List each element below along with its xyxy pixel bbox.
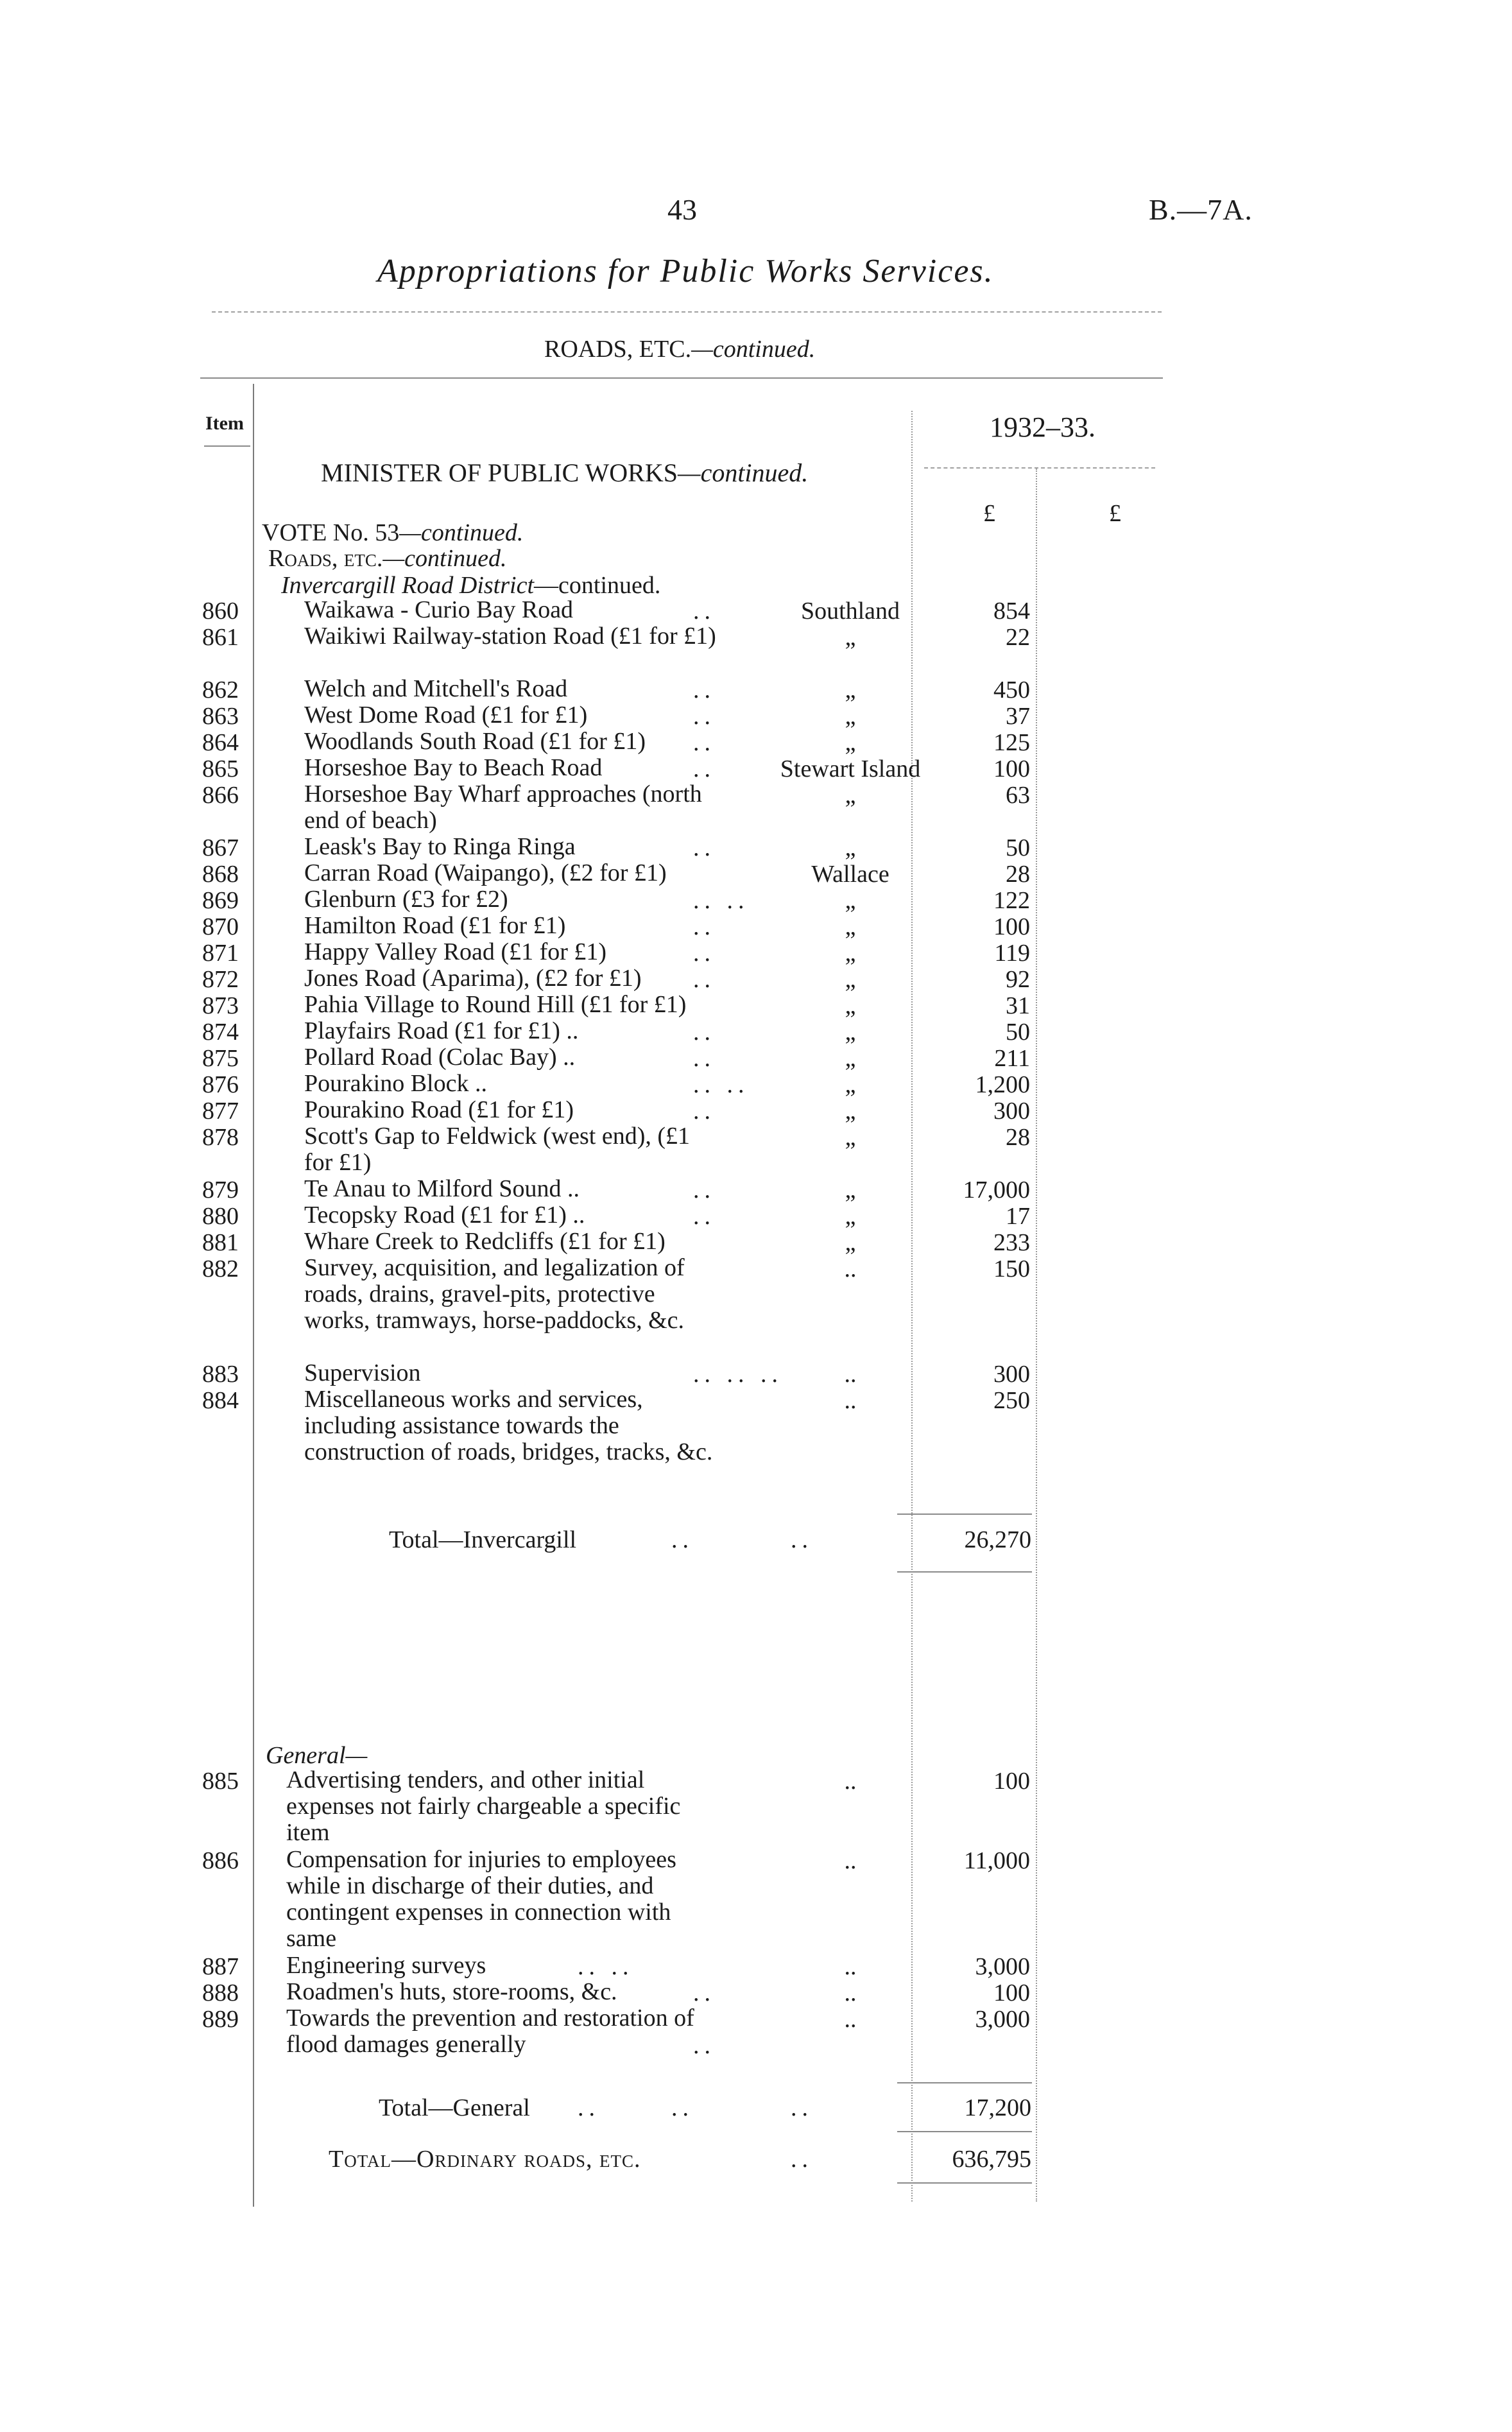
item-amount: 92: [1006, 966, 1030, 993]
roads-heading: Roads, etc.—continued.: [268, 545, 507, 572]
item-number: 866: [202, 782, 239, 809]
leader-dots: ..: [693, 1045, 716, 1072]
item-number: 872: [202, 966, 239, 993]
table-top-rule: [200, 377, 1163, 379]
leader-dots: .. ..: [693, 887, 750, 914]
item-amount: 300: [993, 1098, 1030, 1125]
item-description: Pourakino Block ..: [304, 1070, 487, 1097]
item-description: Horseshoe Bay to Beach Road: [304, 754, 603, 781]
item-district: „: [845, 940, 856, 967]
leader-dots: .. ..: [693, 1071, 750, 1098]
item-description: Roadmen's huts, store-rooms, &c.: [286, 1978, 617, 2005]
item-district: „: [845, 966, 856, 993]
leader-dots: ..: [693, 703, 716, 730]
leader-dots: ..: [791, 2146, 813, 2173]
leader-dots: ..: [693, 677, 716, 703]
item-number: 888: [202, 1979, 239, 2006]
item-description: Pollard Road (Colac Bay) ..: [304, 1044, 576, 1071]
pound-sign-2: £: [1109, 500, 1121, 527]
leader-dots: ..: [671, 1526, 694, 1553]
total-rule-general: [897, 2131, 1032, 2132]
total-amount: 17,200: [964, 2094, 1031, 2121]
total-label: Total—Invercargill: [389, 1526, 577, 1553]
item-district: „: [845, 729, 856, 756]
item-description: Leask's Bay to Ringa Ringa: [304, 833, 576, 860]
item-amount: 50: [1006, 834, 1030, 861]
item-number: 879: [202, 1177, 239, 1203]
leader-dots: .. .. ..: [693, 1361, 783, 1388]
item-number: 873: [202, 992, 239, 1019]
item-amount: 100: [993, 1979, 1030, 2006]
item-number: 878: [202, 1124, 239, 1151]
total-amount: 636,795: [952, 2146, 1031, 2173]
item-district: ..: [844, 1768, 857, 1795]
leader-dots: ..: [693, 966, 716, 993]
item-description: Glenburn (£3 for £2): [304, 886, 508, 913]
item-district: ..: [844, 2006, 857, 2033]
item-amount: 150: [993, 1255, 1030, 1282]
item-description: Playfairs Road (£1 for £1) ..: [304, 1017, 579, 1044]
total-label: Total—Ordinary roads, etc.: [329, 2146, 641, 2173]
leader-dots: ..: [693, 1979, 716, 2006]
item-district: „: [845, 1124, 856, 1151]
item-description: Miscellaneous works and services, including assistance towards the construction of roads, bridges, tracks, &c.: [304, 1386, 713, 1465]
item-description: Advertising tenders, and other initial expenses not fairly chargeable a specific item: [286, 1766, 681, 1846]
item-number: 877: [202, 1098, 239, 1125]
item-amount: 1,200: [975, 1071, 1030, 1098]
item-district: „: [845, 703, 856, 730]
item-amount: 100: [993, 755, 1030, 782]
item-district: ..: [844, 1979, 857, 2006]
item-amount: 3,000: [975, 2006, 1030, 2033]
item-description: Waikawa - Curio Bay Road: [304, 596, 574, 623]
item-description: Carran Road (Waipango), (£2 for £1): [304, 859, 667, 886]
page-number: 43: [667, 193, 697, 226]
item-amount: 300: [993, 1361, 1030, 1388]
title-rule: [212, 311, 1162, 313]
item-number: 865: [202, 755, 239, 782]
item-district: „: [845, 1203, 856, 1230]
item-amount: 28: [1006, 1124, 1030, 1151]
item-number: 863: [202, 703, 239, 730]
item-description: Towards the prevention and restoration of flood damages generally: [286, 2005, 694, 2058]
general-heading: General—: [266, 1742, 368, 1769]
subtotal-rule-general: [897, 2082, 1032, 2083]
item-number: 885: [202, 1768, 239, 1795]
item-district: ..: [844, 1255, 857, 1282]
item-amount: 63: [1006, 782, 1030, 809]
item-district: „: [845, 834, 856, 861]
vote-heading: VOTE No. 53—continued.: [262, 519, 524, 546]
item-amount: 122: [993, 887, 1030, 914]
item-amount: 100: [993, 1768, 1030, 1795]
item-description: Scott's Gap to Feldwick (west end), (£1 for £1): [304, 1123, 691, 1176]
item-number: 883: [202, 1361, 239, 1388]
item-description: Welch and Mitchell's Road: [304, 675, 568, 702]
item-number: 862: [202, 677, 239, 703]
item-district: „: [845, 1229, 856, 1256]
item-amount: 37: [1006, 703, 1030, 730]
leader-dots: ..: [693, 913, 716, 940]
item-district: ..: [844, 1361, 857, 1388]
item-description: West Dome Road (£1 for £1): [304, 702, 588, 729]
item-number: 887: [202, 1953, 239, 1980]
item-district: „: [845, 887, 856, 914]
item-district: „: [845, 1177, 856, 1203]
item-district: ..: [844, 1387, 857, 1414]
year-header-rule: [924, 467, 1155, 469]
item-column-divider: [253, 384, 254, 2207]
total-rule-ordinary: [897, 2182, 1032, 2184]
item-number: 868: [202, 861, 239, 888]
leader-dots: ..: [791, 1526, 813, 1553]
item-number: 884: [202, 1387, 239, 1414]
item-amount: 28: [1006, 861, 1030, 888]
item-number: 874: [202, 1019, 239, 1046]
item-description: Survey, acquisition, and legalization of roads, drains, gravel-pits, protective works, tramways, horse-paddocks, &c.: [304, 1254, 685, 1334]
minister-heading: MINISTER OF PUBLIC WORKS—continued.: [321, 458, 809, 487]
item-description: Waikiwi Railway-station Road (£1 for £1): [304, 623, 716, 650]
item-description: Compensation for injuries to employees while in discharge of their duties, and contingent expenses in connection with same: [286, 1846, 676, 1952]
item-number: 882: [202, 1255, 239, 1282]
item-district: „: [845, 1045, 856, 1072]
item-amount: 233: [993, 1229, 1030, 1256]
item-description: Whare Creek to Redcliffs (£1 for £1): [304, 1228, 666, 1255]
item-number: 864: [202, 729, 239, 756]
item-number: 871: [202, 940, 239, 967]
item-amount: 17: [1006, 1203, 1030, 1230]
item-district: Southland: [800, 598, 900, 625]
item-amount: 3,000: [975, 1953, 1030, 1980]
item-description: Woodlands South Road (£1 for £1): [304, 728, 646, 755]
document-reference: B.—7A.: [1149, 193, 1253, 226]
leader-dots: ..: [693, 755, 716, 782]
total-rule-invercargill: [897, 1571, 1032, 1573]
leader-dots: ..: [693, 1098, 716, 1125]
item-amount: 22: [1006, 624, 1030, 651]
year-column-header: 1932–33.: [990, 411, 1095, 443]
leader-dots: .. ..: [578, 1953, 634, 1980]
pound-sign-1: £: [983, 500, 995, 527]
item-district: „: [845, 1071, 856, 1098]
item-number: 860: [202, 598, 239, 625]
page-title: Appropriations for Public Works Services.: [377, 253, 994, 289]
item-description: Te Anau to Milford Sound ..: [304, 1175, 580, 1202]
item-number: 875: [202, 1045, 239, 1072]
item-amount: 11,000: [963, 1847, 1030, 1874]
item-amount: 125: [993, 729, 1030, 756]
item-district: „: [845, 1098, 856, 1125]
section-heading: ROADS, ETC.—continued.: [544, 336, 816, 363]
item-amount: 854: [993, 598, 1030, 625]
item-number: 880: [202, 1203, 239, 1230]
item-district: „: [845, 913, 856, 940]
leader-dots: ..: [693, 1019, 716, 1046]
total-label: Total—General: [379, 2094, 530, 2121]
item-amount: 250: [993, 1387, 1030, 1414]
leader-dots: ..: [578, 2094, 600, 2121]
item-district: Stewart Island: [780, 755, 921, 782]
item-amount: 100: [993, 913, 1030, 940]
leader-dots: ..: [693, 834, 716, 861]
item-number: 869: [202, 887, 239, 914]
item-description: Horseshoe Bay Wharf approaches (north end of beach): [304, 780, 702, 834]
item-district: „: [845, 992, 856, 1019]
item-description: Jones Road (Aparima), (£2 for £1): [304, 965, 642, 992]
district-heading: Invercargill Road District—continued.: [281, 572, 661, 599]
item-description: Pourakino Road (£1 for £1): [304, 1096, 574, 1123]
item-column-header: Item: [205, 413, 244, 434]
item-description: Engineering surveys: [286, 1952, 486, 1979]
leader-dots: ..: [791, 2094, 813, 2121]
item-header-rule: [204, 445, 250, 447]
item-amount: 31: [1006, 992, 1030, 1019]
item-number: 867: [202, 834, 239, 861]
item-description: Tecopsky Road (£1 for £1) ..: [304, 1202, 585, 1229]
leader-dots: ..: [693, 598, 716, 625]
leader-dots: ..: [693, 729, 716, 756]
amount-column-divider: [1036, 469, 1037, 2202]
item-district: ..: [844, 1953, 857, 1980]
item-description: Hamilton Road (£1 for £1): [304, 912, 566, 939]
item-amount: 119: [994, 940, 1030, 967]
item-amount: 450: [993, 677, 1030, 703]
leader-dots: ..: [693, 1177, 716, 1203]
total-amount: 26,270: [964, 1526, 1031, 1553]
item-number: 861: [202, 624, 239, 651]
subtotal-rule-invercargill: [897, 1514, 1032, 1515]
item-amount: 50: [1006, 1019, 1030, 1046]
item-description: Supervision: [304, 1359, 421, 1386]
item-number: 889: [202, 2006, 239, 2033]
item-number: 886: [202, 1847, 239, 1874]
item-number: 881: [202, 1229, 239, 1256]
item-amount: 17,000: [963, 1177, 1030, 1203]
item-district: „: [845, 1019, 856, 1046]
item-number: 870: [202, 913, 239, 940]
leader-dots: ..: [671, 2094, 694, 2121]
item-description: Pahia Village to Round Hill (£1 for £1): [304, 991, 687, 1018]
item-district: ..: [844, 1847, 857, 1874]
leader-dots: ..: [693, 1203, 716, 1230]
item-description: Happy Valley Road (£1 for £1): [304, 938, 607, 965]
item-district: „: [845, 782, 856, 809]
leader-dots: ..: [693, 2032, 716, 2059]
item-district: „: [845, 677, 856, 703]
item-district: „: [845, 624, 856, 651]
item-number: 876: [202, 1071, 239, 1098]
item-district: Wallace: [811, 861, 889, 888]
item-amount: 211: [994, 1045, 1030, 1072]
leader-dots: ..: [693, 940, 716, 967]
